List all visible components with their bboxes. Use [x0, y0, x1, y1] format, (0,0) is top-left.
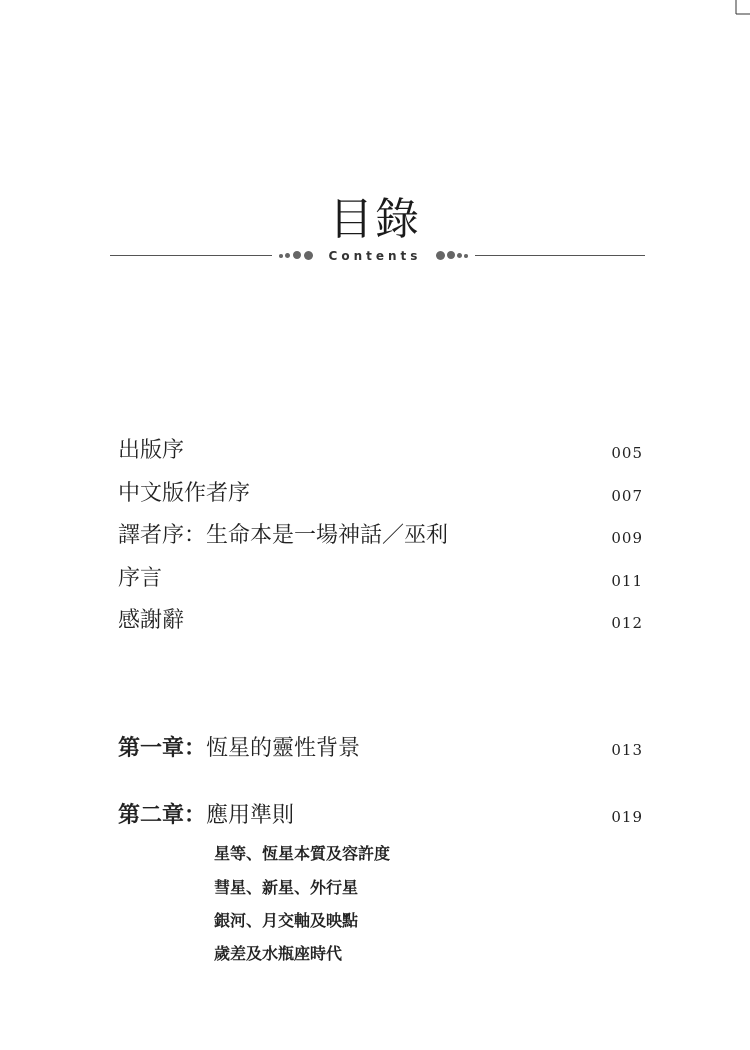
toc-entry-page: 007	[611, 487, 643, 505]
toc-entry[interactable]	[118, 606, 643, 636]
toc-entry-label: 出版序	[118, 438, 185, 463]
toc-section[interactable]: 彗星、新星、外行星	[214, 878, 359, 897]
chapter-title	[118, 733, 360, 764]
toc-entry-page: 013	[611, 741, 643, 759]
toc-entry-page: 012	[611, 614, 643, 632]
chapter-number: 第一章：	[118, 735, 207, 761]
chapter-title	[118, 800, 294, 831]
toc-entry-label: 譯者序：生命本是一場神話／巫利	[118, 523, 449, 548]
crop-mark-icon	[718, 0, 750, 32]
toc-entry-label: 感謝辭	[118, 608, 185, 633]
dot-icon	[436, 251, 445, 260]
dot-icon	[464, 254, 468, 258]
toc-section[interactable]: 星等、恆星本質及容許度	[214, 844, 391, 863]
dot-icon	[447, 251, 455, 259]
toc-section[interactable]: 銀河、月交軸及映點	[214, 911, 359, 930]
dot-icon	[457, 253, 462, 258]
title-divider	[0, 246, 750, 266]
chapter-name: 應用準則	[206, 803, 295, 828]
toc-chapter-2[interactable]	[118, 800, 643, 830]
toc-entry-page: 009	[611, 529, 643, 547]
toc-entry[interactable]	[118, 521, 643, 551]
toc-entry-page: 011	[611, 572, 643, 590]
toc-entry-label: 序言	[118, 566, 163, 591]
toc-section[interactable]: 歲差及水瓶座時代	[214, 944, 343, 963]
contents-subtitle: Contents	[328, 249, 422, 263]
chapter-name: 恆星的靈性背景	[206, 736, 361, 761]
toc-entry[interactable]	[118, 564, 643, 594]
toc-entry[interactable]	[118, 479, 643, 509]
toc-chapter-1[interactable]	[118, 733, 643, 763]
chapter-number: 第二章：	[118, 802, 207, 828]
page-title: 目錄	[329, 194, 421, 245]
toc-entry[interactable]	[118, 436, 643, 466]
divider-line-right	[475, 255, 645, 256]
toc-entry-label: 中文版作者序	[118, 481, 251, 506]
toc-entry-page: 019	[611, 808, 643, 826]
toc-entry-page: 005	[611, 444, 643, 462]
